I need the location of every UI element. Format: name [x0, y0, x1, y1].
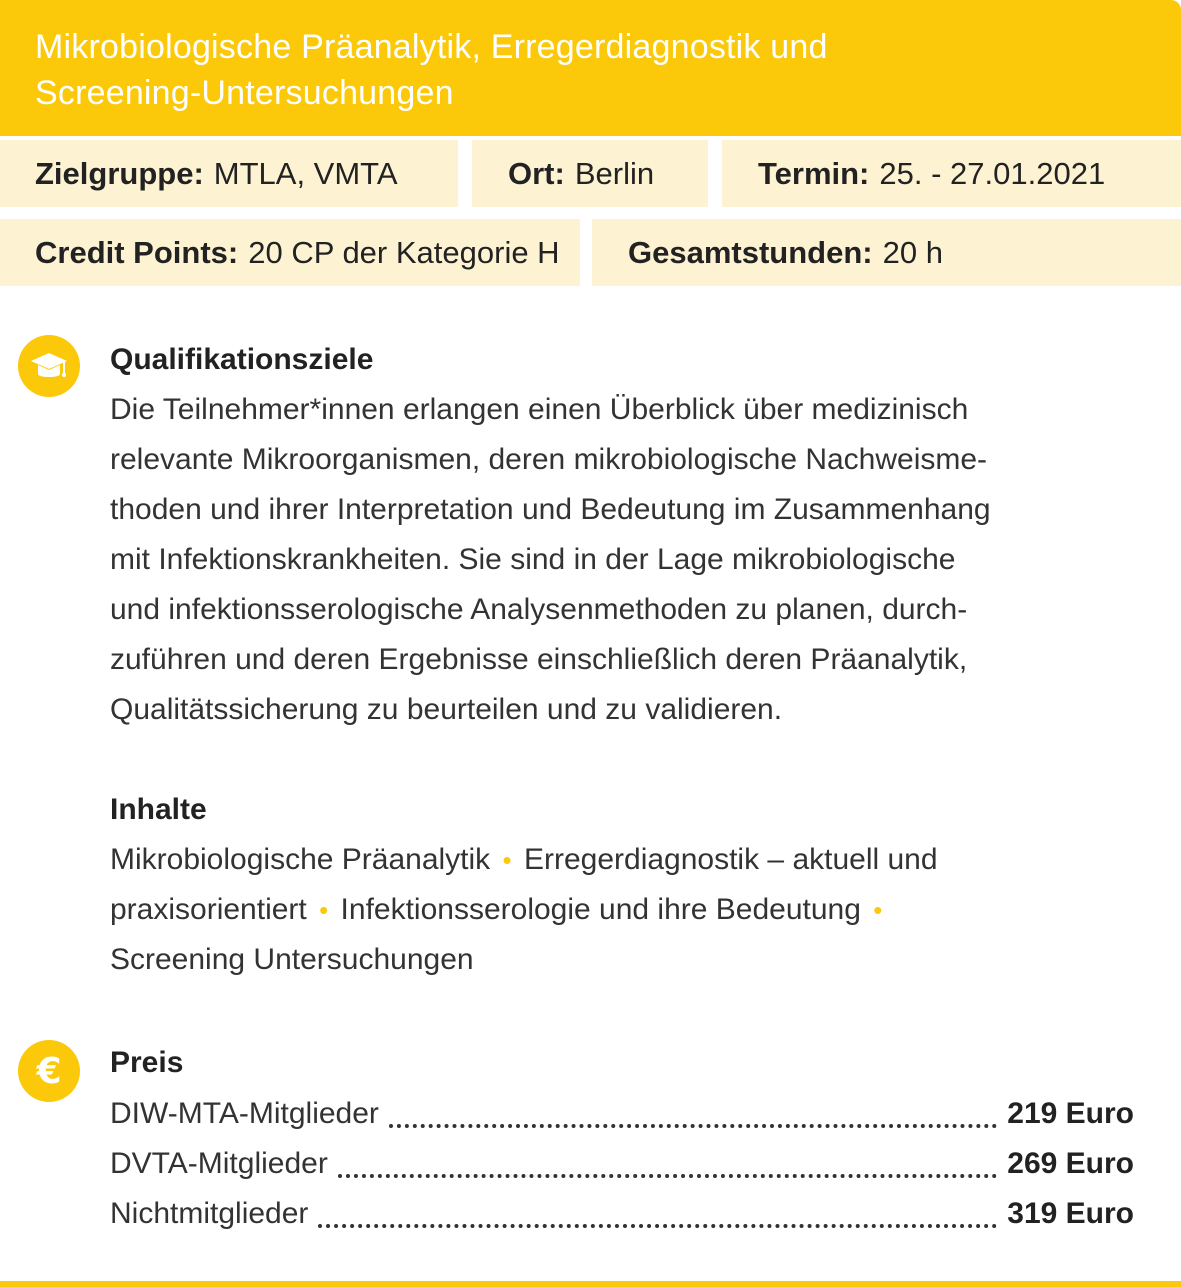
dot-leader	[338, 1174, 997, 1178]
bottom-accent-bar	[0, 1281, 1181, 1287]
course-title	[35, 24, 1135, 116]
preis-title: Preis	[110, 1046, 184, 1079]
price-label: DIW-MTA-Mitglieder	[110, 1097, 379, 1130]
qualifikation-line: mit Infektionskrankheiten. Sie sind in der Lage mikrobiologische	[110, 543, 956, 576]
info-gesamtstunden	[592, 219, 1181, 286]
stunden-label: Gesamtstunden:	[628, 234, 873, 270]
qualifikation-line: zuführen und deren Ergebnisse einschließlich deren Präanalytik,	[110, 643, 968, 676]
course-title-line-2: Screening-Untersuchungen	[35, 74, 454, 112]
inhalte-item: Screening Untersuchungen	[110, 943, 474, 976]
zielgruppe-value: MTLA, VMTA	[213, 155, 398, 191]
inhalte-item: Mikrobiologische Präanalytik	[110, 843, 491, 876]
qualifikationsziele-title: Qualifikationsziele	[110, 343, 374, 376]
course-title-line-1: Mikrobiologische Präanalytik, Erregerdiagnostik und	[35, 28, 828, 66]
price-label: Nichtmitglieder	[110, 1197, 309, 1230]
inhalte-line	[110, 835, 1120, 885]
inhalte-item: Erregerdiagnostik – aktuell und	[523, 843, 938, 876]
inhalte-item: praxisorientiert	[110, 893, 307, 926]
price-value: 269 Euro	[1007, 1147, 1134, 1180]
info-termin	[722, 140, 1181, 207]
termin-value: 25. - 27.01.2021	[879, 155, 1106, 191]
qualifikation-line: und infektionsserologische Analysenmethoden zu planen, durch-	[110, 593, 968, 626]
zielgruppe-label: Zielgruppe:	[35, 155, 204, 191]
inhalte-item: Infektionsserologie und ihre Bedeutung	[340, 893, 861, 926]
course-header	[0, 0, 1181, 136]
bullet-dot: •	[502, 845, 512, 875]
qualifikation-line: Qualitätssicherung zu beurteilen und zu validieren.	[110, 693, 783, 726]
credit-label: Credit Points:	[35, 234, 239, 270]
price-row	[110, 1089, 1134, 1139]
price-row	[110, 1139, 1134, 1189]
dot-leader	[318, 1224, 997, 1228]
euro-symbol: €	[36, 1050, 62, 1092]
qualifikation-line: relevante Mikroorganismen, deren mikrobiologische Nachweisme-	[110, 443, 988, 476]
price-value: 219 Euro	[1007, 1097, 1134, 1130]
dot-leader	[389, 1124, 997, 1128]
euro-icon	[18, 1040, 80, 1102]
qualifikationsziele-text	[110, 385, 1120, 735]
qualifikation-line: thoden und ihrer Interpretation und Bedeutung im Zusammenhang	[110, 493, 991, 526]
bullet-dot: •	[873, 895, 883, 925]
price-value: 319 Euro	[1007, 1197, 1134, 1230]
qualifikation-line: Die Teilnehmer*innen erlangen einen Überblick über medizinisch	[110, 393, 969, 426]
inhalte-line	[110, 935, 1120, 985]
bullet-dot: •	[319, 895, 329, 925]
graduation-cap-icon	[18, 335, 80, 397]
termin-label: Termin:	[758, 155, 870, 191]
credit-value: 20 CP der Kategorie H	[248, 234, 560, 270]
inhalte-text	[110, 835, 1120, 985]
ort-label: Ort:	[508, 155, 565, 191]
ort-value: Berlin	[574, 155, 655, 191]
info-zielgruppe	[0, 140, 458, 207]
price-row	[110, 1189, 1134, 1239]
inhalte-title: Inhalte	[110, 793, 207, 826]
inhalte-line	[110, 885, 1120, 935]
info-ort	[472, 140, 708, 207]
stunden-value: 20 h	[882, 234, 943, 270]
info-credit-points	[0, 219, 580, 286]
price-label: DVTA-Mitglieder	[110, 1147, 328, 1180]
